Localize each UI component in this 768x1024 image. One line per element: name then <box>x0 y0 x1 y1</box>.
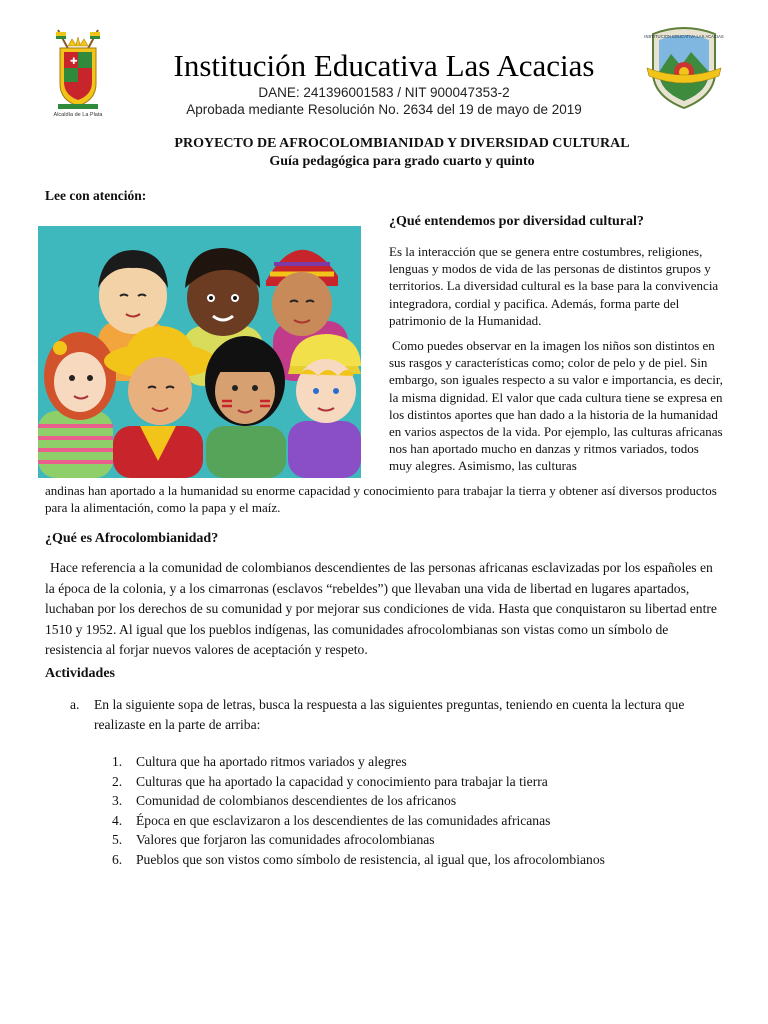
institution-title: Institución Educativa Las Acacias <box>173 48 595 83</box>
list-item: 3. Comunidad de colombianos descendientes de los africanos <box>112 793 457 808</box>
project-title: PROYECTO DE AFROCOLOMBIANIDAD Y DIVERSIDAD CULTURAL <box>174 136 630 151</box>
activities-title: Actividades <box>45 666 115 681</box>
activity-a-letter: a. <box>70 697 80 712</box>
list-item: 1. Cultura que ha aportado ritmos variados y alegres <box>112 754 407 769</box>
list-item: 6. Pueblos que son vistos como símbolo de resistencia, al igual que, los afrocolombianos <box>112 851 605 867</box>
dane-nit: DANE: 241396001583 / NIT 900047353-2 <box>258 85 510 100</box>
activity-a-text: En la siguiente sopa de letras, busca la respuesta a las siguientes preguntas, teniendo en cuenta la lectura que realizaste en la parte de arriba: <box>94 697 685 732</box>
project-subtitle: Guía pedagógica para grado cuarto y quinto <box>269 154 535 169</box>
emblem-label: INSTITUCION EDUCATIVA LAS ACACIAS <box>644 34 724 39</box>
diversity-text-column <box>389 243 725 483</box>
afro-question: ¿Qué es Afrocolombianidad? <box>45 531 219 546</box>
diversity-paragraph-1: Es la interacción que se genera entre costumbres, religiones, lenguas y modos de vida de las personas de distintos grupos y territorios. La diversidad cultural es la base para la convivencia integradora, cordial y pacifica. Además, forma parte del patrimonio de la Humanidad. <box>389 244 719 328</box>
diversity-paragraph-2: Como puedes observar en la imagen los niños son distintos en sus rasgos y características como; color de pelo y de piel. Sin embargo, son iguales respecto a su valor e importancia, es decir, la misma dignidad. El valor que cada cultura tiene se expresa en los distintos aportes que han dado a la historia de la humanidad en varios aspectos de la vida. Por ejemplo, las culturas africanas nos han aportado mucho en danzas y ritmos variados, todos muy alegres. Asimismo, las culturas <box>389 338 723 474</box>
diverse-children-illustration <box>38 226 361 478</box>
diversity-question: ¿Qué entendemos por diversidad cultural? <box>389 214 644 229</box>
list-item: 5. Valores que forjaron las comunidades afrocolombianas <box>112 832 435 847</box>
logo-caption: Alcaldía de La Plata <box>53 112 103 118</box>
svg-text:✚: ✚ <box>70 57 78 67</box>
activity-a <box>70 695 720 734</box>
read-instruction: Lee con atención: <box>45 188 147 203</box>
word-search-questions <box>112 752 732 869</box>
diversity-paragraph-2-continued: andinas han aportado a la humanidad su enorme capacidad y conocimiento para trabajar la tierra y obtener así diversos productos para la alimentación, como la papa y el maíz. <box>45 483 717 516</box>
approval-resolution: Aprobada mediante Resolución No. 2634 del 19 de mayo de 2019 <box>186 102 582 117</box>
list-item: 4. Época en que esclavizaron a los descendientes de las comunidades africanas <box>112 812 551 828</box>
list-item: 2. Culturas que ha aportado la capacidad y conocimiento para trabajar la tierra <box>112 773 548 789</box>
afro-paragraph: Hace referencia a la comunidad de colombianos descendientes de las personas africanas esclavizadas por los españoles en la época de la colonia, y a los cimarronas (esclavos “rebeldes”) que llevaban una vida de libertad en lugares apartados, luchaban por los derechos de su comunidad y por mejorar sus condiciones de vida. Hasta que conquistaron su libertad entre 1510 y 1952. Al igual que los pueblos indígenas, las comunidades afrocolombianas son vistas como un símbolo de resistencia al forjar nuevos valores de aceptación y respeto. <box>45 560 717 658</box>
